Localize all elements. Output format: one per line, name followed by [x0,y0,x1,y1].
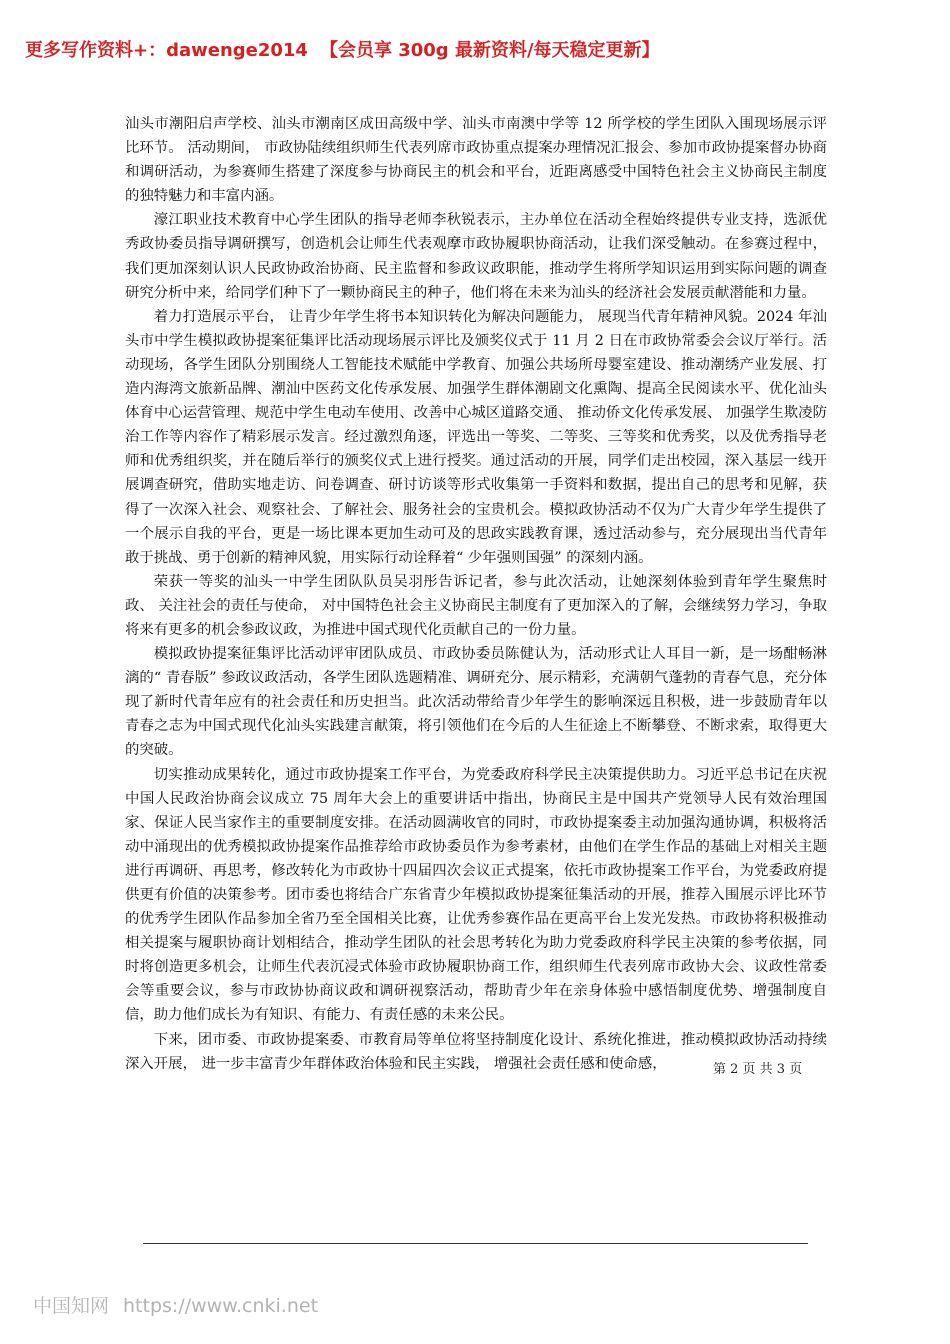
paragraph: 模拟政协提案征集评比活动评审团队成员、市政协委员陈健认为，活动形式让人耳目一新，是一场酣畅淋漓的“ 青春版” 参政议政活动，各学生团队选题精准、调研充分、展示精彩，充满朝气蓬勃的青春气息，充分体现了新时代青年应有的社会责任和历史担当。此次活动带给青少年学生的影响深远且积极，进一步鼓励青年以青春之志为中国式现代化汕头实践建言献策，将引领他们在今后的人生征途上不断攀登、不断求索，取得更大的突破。 [125,646,827,759]
paragraph: 着力打造展示平台， 让青少年学生将书本知识转化为解决问题能力， 展现当代青年精神风貌。2024 年汕头市中学生模拟政协提案征集评比活动现场展示评比及颁奖仪式于 11 月 2 日在市政协常委会会议厅举行。活动现场，各学生团队分别围绕人工智能技术赋能中学教育、加强公共场所母婴室建设、推动潮绣产业发展、打造内海湾文旅新品牌、潮汕中医药文化传承发展、加强学生群体潮剧文化熏陶、提高全民阅读水平、优化汕头体育中心运营管理、规范中学生电动车使用、改善中心城区道路交通、 推动侨文化传承发展、 加强学生欺凌防治工作等内容作了精彩展示发言。经过激烈角逐，评选出一等奖、二等奖、三等奖和优秀奖，以及优秀指导老师和优秀组织奖，并在随后举行的颁奖仪式上进行授奖。通过活动的开展，同学们走出校园，深入基层一线开展调查研究，借助实地走访、问卷调查、研讨访谈等形式收集第一手资料和数据，提出自己的思考和见解，获得了一次深入社会、观察社会、了解社会、服务社会的宝贵机会。模拟政协活动不仅为广大青少年学生提供了一个展示自我的平台，更是一场比课本更加生动可及的思政实践教育课，透过活动参与，充分展现出当代青年敢于挑战、勇于创新的精神风貌，用实际行动诠释着“ 少年强则国强” 的深刻内涵。 [125,308,827,566]
paragraph: 下来，团市委、市政协提案委、市教育局等单位将坚持制度化设计、系统化推进，推动模拟政协活动持续深入开展， 进一步丰富青少年群体政治体验和民主实践， 增强社会责任感和使命感， [125,1031,827,1072]
promo-membership-text: 【会员享 300g 最新资料/每天稳定更新】 [319,40,660,61]
paragraph: 荣获一等奖的汕头一中学生团队队员吴羽彤告诉记者，参与此次活动，让她深刻体验到青年学生聚焦时政、 关注社会的责任与使命， 对中国特色社会主义协商民主制度有了更加深入的了解，会继续努力学习，争取将来有更多的机会参政议政，为推进中国式现代化贡献自己的一份力量。 [125,573,827,638]
document-body [125,112,827,1076]
promo-contact-text: 更多写作资料+：dawenge2014 [25,40,308,61]
page-number: 第 2 页 共 3 页 [713,1062,803,1077]
watermark [33,1291,318,1318]
paragraph: 汕头市潮阳启声学校、汕头市潮南区成田高级中学、汕头市南澳中学等 12 所学校的学生团队入围现场展示评比环节。 活动期间， 市政协陆续组织师生代表列席市政协重点提案办理情况汇报会、参加市政协提案督办协商和调研活动，为参赛师生搭建了深度参与协商民主的机会和平台，近距离感受中国特色社会主义协商民主制度的独特魅力和丰富内涵。 [125,116,827,205]
paragraph: 濠江职业技术教育中心学生团队的指导老师李秋锐表示，主办单位在活动全程始终提供专业支持，选派优秀政协委员指导调研撰写，创造机会让师生代表观摩市政协履职协商活动，让我们深受触动。在参赛过程中，我们更加深刻认识人民政协政治协商、民主监督和参政议政职能，推动学生将所学知识运用到实际问题的调查研究分析中来，给同学们种下了一颗协商民主的种子，他们将在未来为汕头的经济社会发展贡献潜能和力量。 [125,212,827,301]
watermark-brand: 中国知网 [33,1295,110,1317]
watermark-url: https://www.cnki.net [123,1295,319,1317]
promo-banner [25,36,672,62]
paragraph: 切实推动成果转化，通过市政协提案工作平台，为党委政府科学民主决策提供助力。习近平总书记在庆祝中国人民政治协商会议成立 75 周年大会上的重要讲话中指出，协商民主是中国共产党领导人民有效治理国家、保证人民当家作主的重要制度安排。在活动圆满收官的同时，市政协提案委主动加强沟通协调，积极将活动中涌现出的优秀模拟政协提案作品推荐给市政协委员作为参考素材，由他们在学生作品的基础上对相关主题进行再调研、再思考，修改转化为市政协十四届四次会议正式提案，依托市政协提案工作平台，为党委政府提供更有价值的决策参考。团市委也将结合广东省青少年模拟政协提案征集活动的开展，推荐入围展示评比环节的优秀学生团队作品参加全省乃至全国相关比赛，让优秀参赛作品在更高平台上发光发热。市政协将积极推动相关提案与履职协商计划相结合，推动学生团队的社会思考转化为助力党委政府科学民主决策的参考依据，同时将创造更多机会，让师生代表沉浸式体验市政协履职协商工作，组织师生代表列席市政协大会、议政性常委会等重要会议，参与市政协协商议政和调研视察活动，帮助青少年在亲身体验中感悟制度优势、增强制度自信，助力他们成长为有知识、有能力、有责任感的未来公民。 [125,766,827,1024]
footer-divider [143,1243,808,1244]
